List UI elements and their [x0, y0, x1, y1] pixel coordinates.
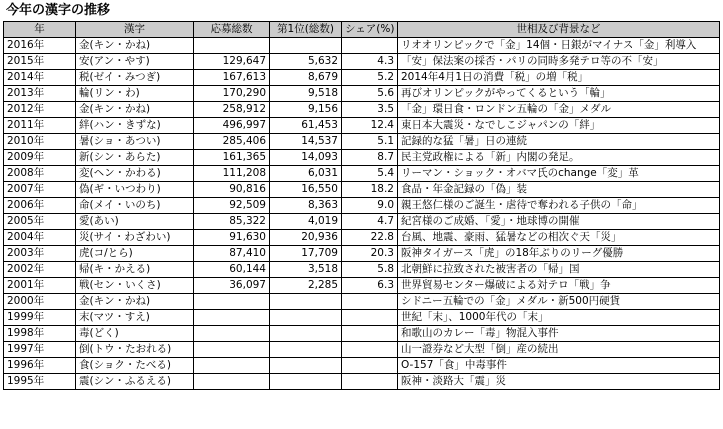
total-cell: 258,912: [194, 102, 270, 118]
year-cell: 1996年: [4, 358, 76, 374]
first-place-cell: 4,019: [270, 214, 342, 230]
year-cell: 2000年: [4, 294, 76, 310]
share-cell: 3.5: [342, 102, 398, 118]
total-cell: 36,097: [194, 278, 270, 294]
first-place-cell: 6,031: [270, 166, 342, 182]
year-cell: 2002年: [4, 262, 76, 278]
kanji-cell: 偽(ギ・いつわり): [76, 182, 194, 198]
background-cell: 紀宮様のご成婚、「愛」・地球博の開催: [398, 214, 720, 230]
year-cell: 2011年: [4, 118, 76, 134]
share-cell: [342, 342, 398, 358]
background-cell: リーマン・ショック・オバマ氏のchange「変」革: [398, 166, 720, 182]
kanji-cell: 毒(どく): [76, 326, 194, 342]
kanji-cell: 絆(ハン・きずな): [76, 118, 194, 134]
background-cell: 山一證券など大型「倒」産の続出: [398, 342, 720, 358]
year-cell: 2008年: [4, 166, 76, 182]
kanji-cell: 命(メイ・いのち): [76, 198, 194, 214]
background-cell: 東日本大震災・なでしこジャパンの「絆」: [398, 118, 720, 134]
share-cell: 6.3: [342, 278, 398, 294]
total-cell: [194, 294, 270, 310]
background-cell: 再びオリンピックがやってくるという「輪」: [398, 86, 720, 102]
col-header-total: 応募総数: [194, 22, 270, 38]
total-cell: 111,208: [194, 166, 270, 182]
background-cell: 和歌山のカレー「毒」物混入事件: [398, 326, 720, 342]
col-header-share: シェア(%): [342, 22, 398, 38]
year-cell: 2012年: [4, 102, 76, 118]
kanji-cell: 虎(コ/とら): [76, 246, 194, 262]
first-place-cell: 14,537: [270, 134, 342, 150]
share-cell: 5.8: [342, 262, 398, 278]
total-cell: 167,613: [194, 70, 270, 86]
year-cell: 2006年: [4, 198, 76, 214]
header-row: [4, 22, 720, 38]
table-row: [4, 182, 720, 198]
background-cell: 世界貿易センター爆破による対テロ「戦」争: [398, 278, 720, 294]
table-row: [4, 230, 720, 246]
total-cell: [194, 342, 270, 358]
year-cell: 2016年: [4, 38, 76, 54]
table-row: [4, 198, 720, 214]
first-place-cell: [270, 294, 342, 310]
first-place-cell: 3,518: [270, 262, 342, 278]
total-cell: 87,410: [194, 246, 270, 262]
share-cell: [342, 294, 398, 310]
first-place-cell: 9,518: [270, 86, 342, 102]
total-cell: [194, 38, 270, 54]
first-place-cell: 2,285: [270, 278, 342, 294]
col-header-kanji: 漢字: [76, 22, 194, 38]
year-cell: 1997年: [4, 342, 76, 358]
table-row: [4, 278, 720, 294]
kanji-cell: 震(シン・ふるえる): [76, 374, 194, 390]
share-cell: 12.4: [342, 118, 398, 134]
table-row: [4, 294, 720, 310]
kanji-cell: 末(マツ・すえ): [76, 310, 194, 326]
table-row: [4, 246, 720, 262]
background-cell: シドニー五輪での「金」メダル・新500円硬貨: [398, 294, 720, 310]
first-place-cell: 17,709: [270, 246, 342, 262]
year-cell: 2007年: [4, 182, 76, 198]
total-cell: 92,509: [194, 198, 270, 214]
year-cell: 2014年: [4, 70, 76, 86]
kanji-cell: 災(サイ・わざわい): [76, 230, 194, 246]
kanji-cell: 新(シン・あらた): [76, 150, 194, 166]
year-cell: 2013年: [4, 86, 76, 102]
first-place-cell: 8,679: [270, 70, 342, 86]
first-place-cell: 16,550: [270, 182, 342, 198]
table-row: [4, 150, 720, 166]
share-cell: 4.3: [342, 54, 398, 70]
background-cell: リオオリンピックで「金」14個・日銀がマイナス「金」利導入: [398, 38, 720, 54]
first-place-cell: 5,632: [270, 54, 342, 70]
background-cell: 食品・年金記録の「偽」装: [398, 182, 720, 198]
first-place-cell: [270, 310, 342, 326]
kanji-cell: 金(キン・かね): [76, 294, 194, 310]
kanji-cell: 金(キン・かね): [76, 102, 194, 118]
kanji-cell: 倒(トウ・たおれる): [76, 342, 194, 358]
year-cell: 2015年: [4, 54, 76, 70]
kanji-cell: 暑(ショ・あつい): [76, 134, 194, 150]
total-cell: [194, 358, 270, 374]
table-row: [4, 214, 720, 230]
table-row: [4, 326, 720, 342]
kanji-cell: 金(キン・かね): [76, 38, 194, 54]
share-cell: 5.2: [342, 70, 398, 86]
first-place-cell: 14,093: [270, 150, 342, 166]
page-title: 今年の漢字の推移: [6, 3, 111, 18]
year-cell: 2004年: [4, 230, 76, 246]
background-cell: 阪神タイガース「虎」の18年ぶりのリーグ優勝: [398, 246, 720, 262]
kanji-cell: 安(アン・やす): [76, 54, 194, 70]
table-row: [4, 134, 720, 150]
total-cell: [194, 310, 270, 326]
share-cell: [342, 374, 398, 390]
background-cell: 2014年4月1日の消費「税」の増「税」: [398, 70, 720, 86]
first-place-cell: [270, 358, 342, 374]
year-cell: 2001年: [4, 278, 76, 294]
share-cell: [342, 326, 398, 342]
first-place-cell: 9,156: [270, 102, 342, 118]
first-place-cell: 8,363: [270, 198, 342, 214]
share-cell: 9.0: [342, 198, 398, 214]
first-place-cell: [270, 326, 342, 342]
kanji-cell: 輪(リン・わ): [76, 86, 194, 102]
total-cell: 161,365: [194, 150, 270, 166]
table-row: [4, 262, 720, 278]
share-cell: 5.4: [342, 166, 398, 182]
share-cell: 5.6: [342, 86, 398, 102]
share-cell: 18.2: [342, 182, 398, 198]
kanji-cell: 変(ヘン・かわる): [76, 166, 194, 182]
share-cell: 5.1: [342, 134, 398, 150]
col-header-first: 第1位(総数): [270, 22, 342, 38]
table-row: [4, 358, 720, 374]
first-place-cell: 61,453: [270, 118, 342, 134]
year-cell: 2003年: [4, 246, 76, 262]
background-cell: 台風、地震、豪雨、猛暑などの相次ぐ天「災」: [398, 230, 720, 246]
year-cell: 2009年: [4, 150, 76, 166]
table-body: [4, 38, 720, 390]
share-cell: [342, 358, 398, 374]
total-cell: 85,322: [194, 214, 270, 230]
year-cell: 1998年: [4, 326, 76, 342]
first-place-cell: [270, 342, 342, 358]
table-row: [4, 342, 720, 358]
background-cell: 北朝鮮に拉致された被害者の「帰」国: [398, 262, 720, 278]
table-row: [4, 54, 720, 70]
kanji-table: [3, 21, 720, 390]
kanji-cell: 帰(キ・かえる): [76, 262, 194, 278]
total-cell: [194, 374, 270, 390]
total-cell: 285,406: [194, 134, 270, 150]
col-header-background: 世相及び背景など: [398, 22, 720, 38]
kanji-cell: 戦(セン・いくさ): [76, 278, 194, 294]
background-cell: 「安」保法案の採否・パリの同時多発テロ等の不「安」: [398, 54, 720, 70]
share-cell: [342, 38, 398, 54]
total-cell: 496,997: [194, 118, 270, 134]
share-cell: 8.7: [342, 150, 398, 166]
share-cell: 20.3: [342, 246, 398, 262]
col-header-year: 年: [4, 22, 76, 38]
table-row: [4, 102, 720, 118]
total-cell: 129,647: [194, 54, 270, 70]
kanji-cell: 税(ゼイ・みつぎ): [76, 70, 194, 86]
background-cell: O-157「食」中毒事件: [398, 358, 720, 374]
background-cell: 親王悠仁様のご誕生・虐待で奪われる子供の「命」: [398, 198, 720, 214]
background-cell: 阪神・淡路大「震」災: [398, 374, 720, 390]
total-cell: [194, 326, 270, 342]
year-cell: 2005年: [4, 214, 76, 230]
share-cell: [342, 310, 398, 326]
year-cell: 2010年: [4, 134, 76, 150]
background-cell: 「金」環日食・ロンドン五輪の「金」メダル: [398, 102, 720, 118]
first-place-cell: [270, 374, 342, 390]
year-cell: 1995年: [4, 374, 76, 390]
kanji-cell: 愛(あい): [76, 214, 194, 230]
table-row: [4, 166, 720, 182]
share-cell: 22.8: [342, 230, 398, 246]
year-cell: 1999年: [4, 310, 76, 326]
table-row: [4, 118, 720, 134]
background-cell: 民主党政権による「新」内閣の発足。: [398, 150, 720, 166]
background-cell: 世紀「末」、1000年代の「末」: [398, 310, 720, 326]
first-place-cell: 20,936: [270, 230, 342, 246]
background-cell: 記録的な猛「暑」日の連続: [398, 134, 720, 150]
table-row: [4, 70, 720, 86]
share-cell: 4.7: [342, 214, 398, 230]
table-row: [4, 310, 720, 326]
total-cell: 170,290: [194, 86, 270, 102]
kanji-cell: 食(ショク・たべる): [76, 358, 194, 374]
first-place-cell: [270, 38, 342, 54]
table-row: [4, 38, 720, 54]
total-cell: 91,630: [194, 230, 270, 246]
table-row: [4, 86, 720, 102]
total-cell: 90,816: [194, 182, 270, 198]
table-row: [4, 374, 720, 390]
total-cell: 60,144: [194, 262, 270, 278]
